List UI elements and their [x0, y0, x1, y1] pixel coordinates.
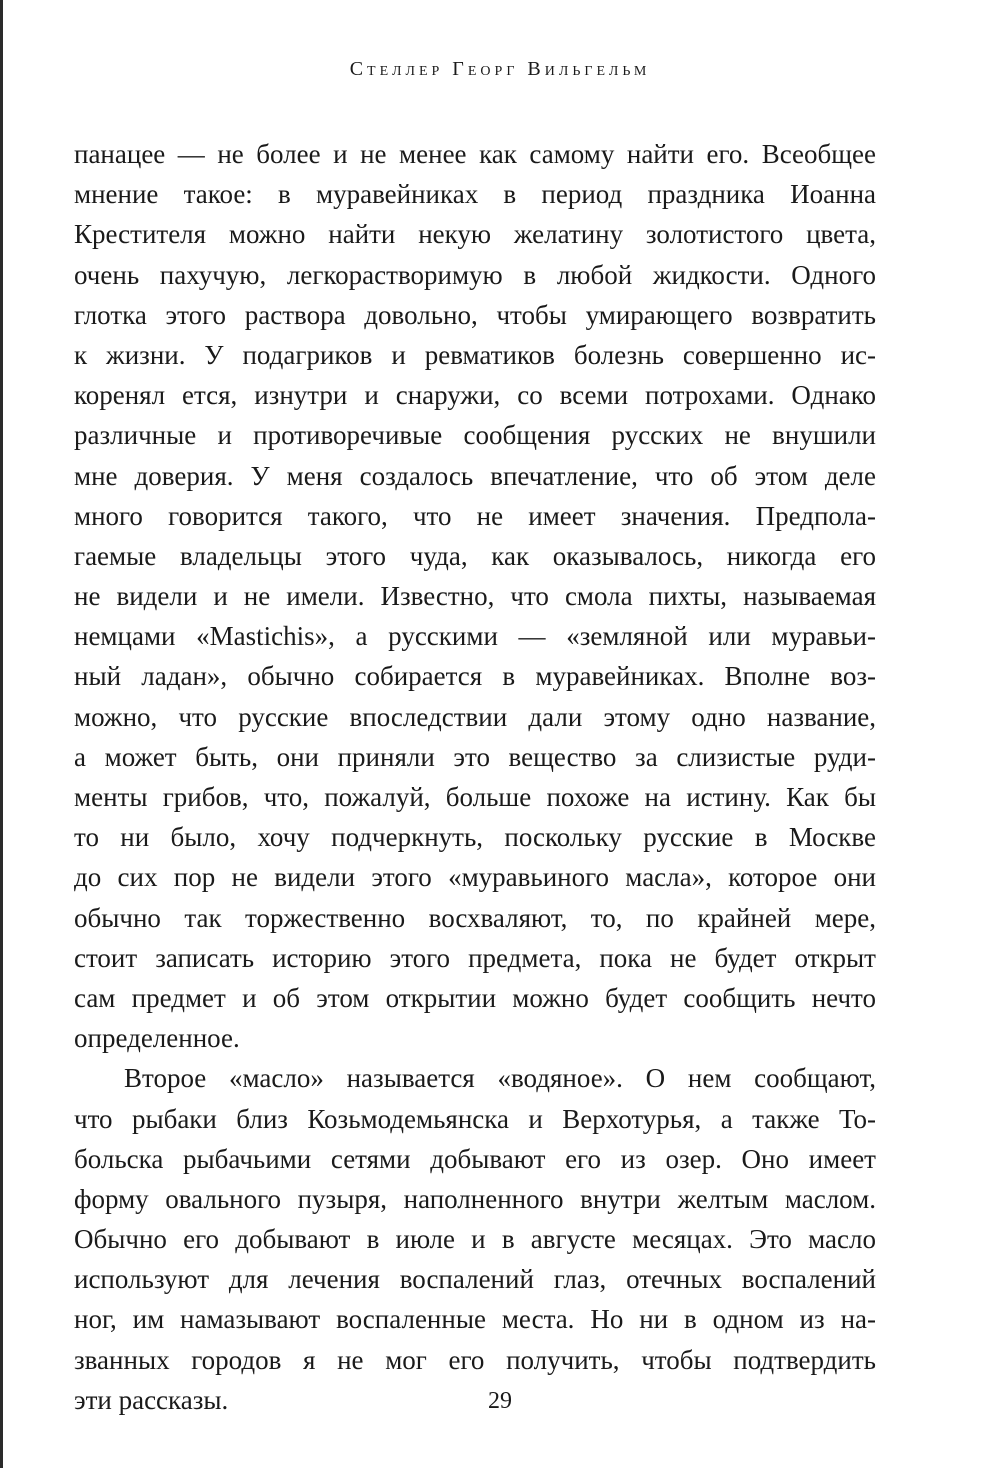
text-line: мне доверия. У меня создалось впечатление, что об этом деле [74, 460, 876, 491]
body-text [74, 134, 876, 1420]
text-line: больска рыбачьими сетями добывают его из озер. Оно имеет [74, 1143, 876, 1174]
text-line: гаемые владельцы этого чуда, как оказывалось, никогда его [74, 540, 876, 571]
text-line: Второе «масло» называется «водяное». О нем сообщают, [124, 1063, 876, 1094]
text-line: до сих пор не видели этого «муравьиного масла», которое они [74, 862, 876, 893]
text-line: используют для лечения воспалений глаз, отечных воспалений [74, 1264, 876, 1295]
text-line: к жизни. У подагриков и ревматиков болезнь совершенно ис- [74, 339, 876, 370]
text-line: званных городов я не мог его получить, чтобы подтвердить [74, 1344, 876, 1375]
paragraph [74, 134, 876, 1058]
text-line: что рыбаки близ Козьмодемьянска и Верхотурья, а также То- [74, 1103, 876, 1134]
paragraph [74, 1058, 876, 1420]
text-line: менты грибов, что, пожалуй, больше похоже на истину. Как бы [74, 782, 876, 812]
text-line: Обычно его добывают в июле и в августе месяцах. Это масло [74, 1224, 876, 1255]
text-line: ный ладан», обычно собирается в муравейниках. Вполне воз- [74, 661, 876, 692]
text-line: стоит записать историю этого предмета, пока не будет открыт [74, 942, 876, 973]
text-line: форму овального пузыря, наполненного внутри желтым маслом. [74, 1183, 876, 1214]
text-line: коренял ется, изнутри и снаружи, со всеми потрохами. Однако [74, 380, 876, 411]
text-line: можно, что русские впоследствии дали этому одно название, [74, 701, 876, 732]
text-line: очень пахучую, легкорастворимую в любой жидкости. Одного [74, 259, 876, 290]
text-line: а может быть, они приняли это вещество за слизистые руди- [74, 741, 876, 772]
text-line: мнение такое: в муравейниках в период праздника Иоанна [74, 179, 876, 210]
text-line: много говорится такого, что не имеет значения. Предпола- [74, 500, 876, 531]
text-line: то ни было, хочу подчеркнуть, поскольку русские в Москве [74, 822, 876, 853]
page-edge [0, 0, 3, 1468]
page-number: 29 [488, 1388, 512, 1414]
text-line: эти рассказы. [74, 1384, 229, 1415]
text-line: различные и противоречивые сообщения русских не внушили [74, 420, 876, 451]
text-line: не видели и не имели. Известно, что смола пихты, называемая [74, 581, 876, 612]
running-head: Стеллер Георг Вильгельм [349, 58, 651, 80]
text-line: немцами «Mastichis», а русскими — «земляной или муравьи- [74, 621, 876, 652]
text-line: глотка этого раствора довольно, чтобы умирающего возвратить [74, 299, 876, 330]
text-line: определенное. [74, 1023, 240, 1054]
text-line: обычно так торжественно восхваляют, то, по крайней мере, [74, 902, 876, 933]
text-line: Крестителя можно найти некую желатину золотистого цвета, [74, 219, 876, 250]
text-line: ног, им намазывают воспаленные места. Но ни в одном из на- [74, 1304, 876, 1335]
text-line: панацее — не более и не менее как самому найти его. Всеобщее [74, 139, 876, 169]
text-line: сам предмет и об этом открытии можно будет сообщить нечто [74, 982, 876, 1013]
